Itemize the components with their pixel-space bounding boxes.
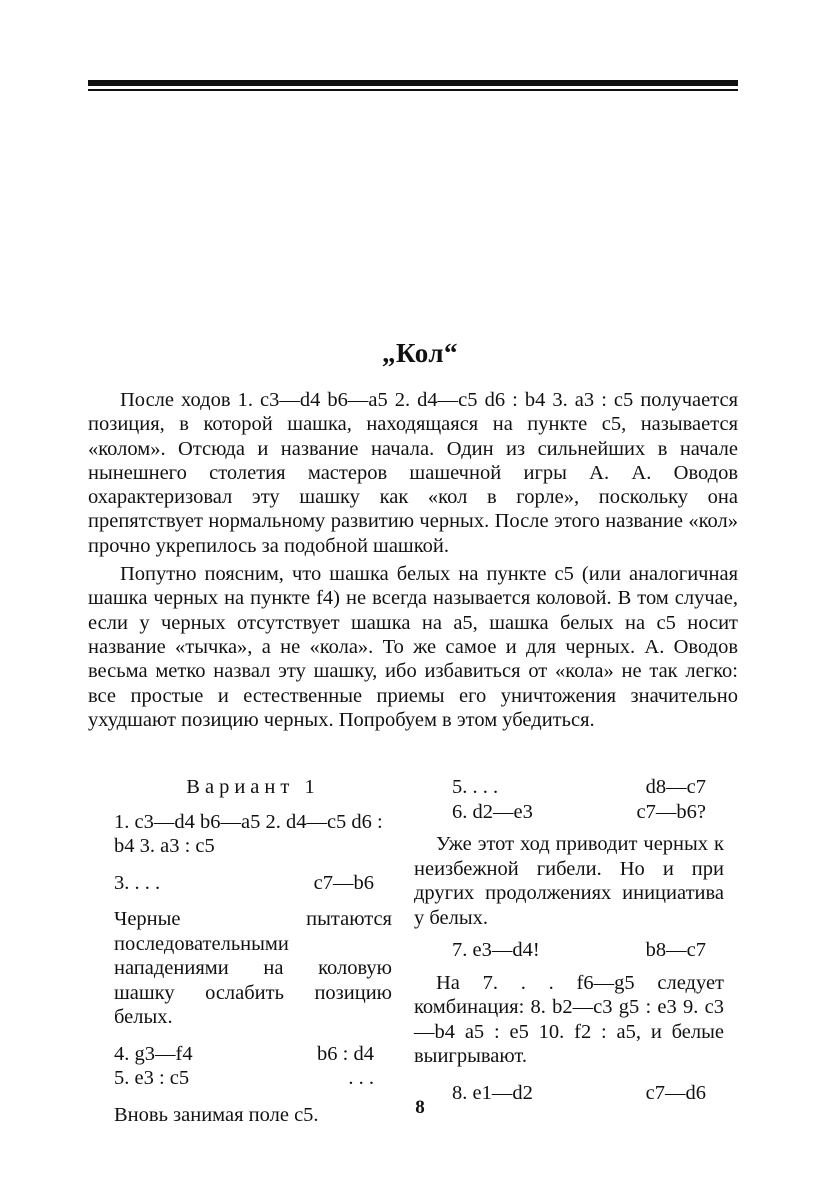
move-5-black: . . . xyxy=(348,1067,374,1089)
move-row-5 xyxy=(114,1066,392,1091)
comment-after-move-5: Вновь занимая поле c5. xyxy=(114,1103,319,1126)
move-7-white: 7. e3—d4! xyxy=(452,939,540,961)
move-4-white: 4. g3—f4 xyxy=(114,1042,193,1065)
left-column xyxy=(114,775,392,1127)
move-row-5b xyxy=(414,775,724,800)
move-8-white: 8. e1—d2 xyxy=(452,1081,533,1104)
move-row-7 xyxy=(414,938,724,963)
move-5-white: 5. e3 : c5 xyxy=(114,1067,190,1089)
opening-moves: 1. c3—d4 b6—a5 2. d4—c5 d6 : b4 3. a3 : c5 xyxy=(114,810,383,857)
comment-after-move-6: Уже этот ход приводит черных к неизбежной гибели. Но и при других продолжениях инициатива у белых. xyxy=(414,833,724,929)
move-row-6 xyxy=(414,800,724,825)
comment-after-move-7: На 7. . . f6—g5 следует комбинация: 8. b2—c3 g5 : e3 9. c3—b4 a5 : e5 10. f2 : a5, и белые выигрывают. xyxy=(414,971,724,1067)
header-rule-thick xyxy=(88,80,738,86)
variant-title: Вариант 1 xyxy=(186,776,320,798)
move-6-black: c7—b6? xyxy=(636,800,706,823)
intro-paragraph-2: Попутно поясним, что шашка белых на пункте c5 (или аналогичная шашка черных на пункте f4) не всегда называется коловой. В том случае, если у черных отсутствует шашка на a5, шашка белых на c5 носит название «тычка», а не «кола». То же самое и для черных. А. Оводов весьма метко назвал эту шашку, ибо избавиться от «кола» не так легко: все простые и естественные приемы его уничтожения значительно ухудшают позицию черных. Попробуем в этом убедиться. xyxy=(88,563,738,731)
intro-text xyxy=(88,388,738,732)
move-4-black: b6 : d4 xyxy=(317,1042,374,1065)
move-3-black: c7—b6 xyxy=(313,871,374,894)
move-row-3 xyxy=(114,871,392,896)
right-column xyxy=(414,775,724,1105)
intro-paragraph-1: После ходов 1. c3—d4 b6—a5 2. d4—c5 d6 : b4 3. a3 : c5 получается позиция, в которой шашка, находящаяся на пункте c5, называется «колом». Отсюда и название начала. Один из сильнейших в начале нынешнего столетия мастеров шашечной игры А. А. Оводов охарактеризовал эту шашку как «кол в горле», поскольку она препятствует нормальному развитию черных. После этого название «кол» прочно укрепилось за подобной шашкой. xyxy=(88,389,738,557)
header-rule-thin xyxy=(88,89,738,91)
comment-after-move-3: Черные пытаются последовательными нападениями на коловую шашку ослабить позицию белых. xyxy=(114,908,392,1028)
move-8-black: c7—d6 xyxy=(645,1081,706,1104)
move-6-white: 6. d2—e3 xyxy=(452,800,533,823)
move-5b-black: d8—c7 xyxy=(645,776,706,798)
move-row-4 xyxy=(114,1042,392,1067)
page-number: 8 xyxy=(415,1097,425,1118)
move-7-black: b8—c7 xyxy=(645,939,706,961)
chapter-title: „Кол“ xyxy=(381,338,459,368)
move-5b-white: 5. . . . xyxy=(452,776,499,798)
move-3-white: 3. . . . xyxy=(114,871,161,894)
